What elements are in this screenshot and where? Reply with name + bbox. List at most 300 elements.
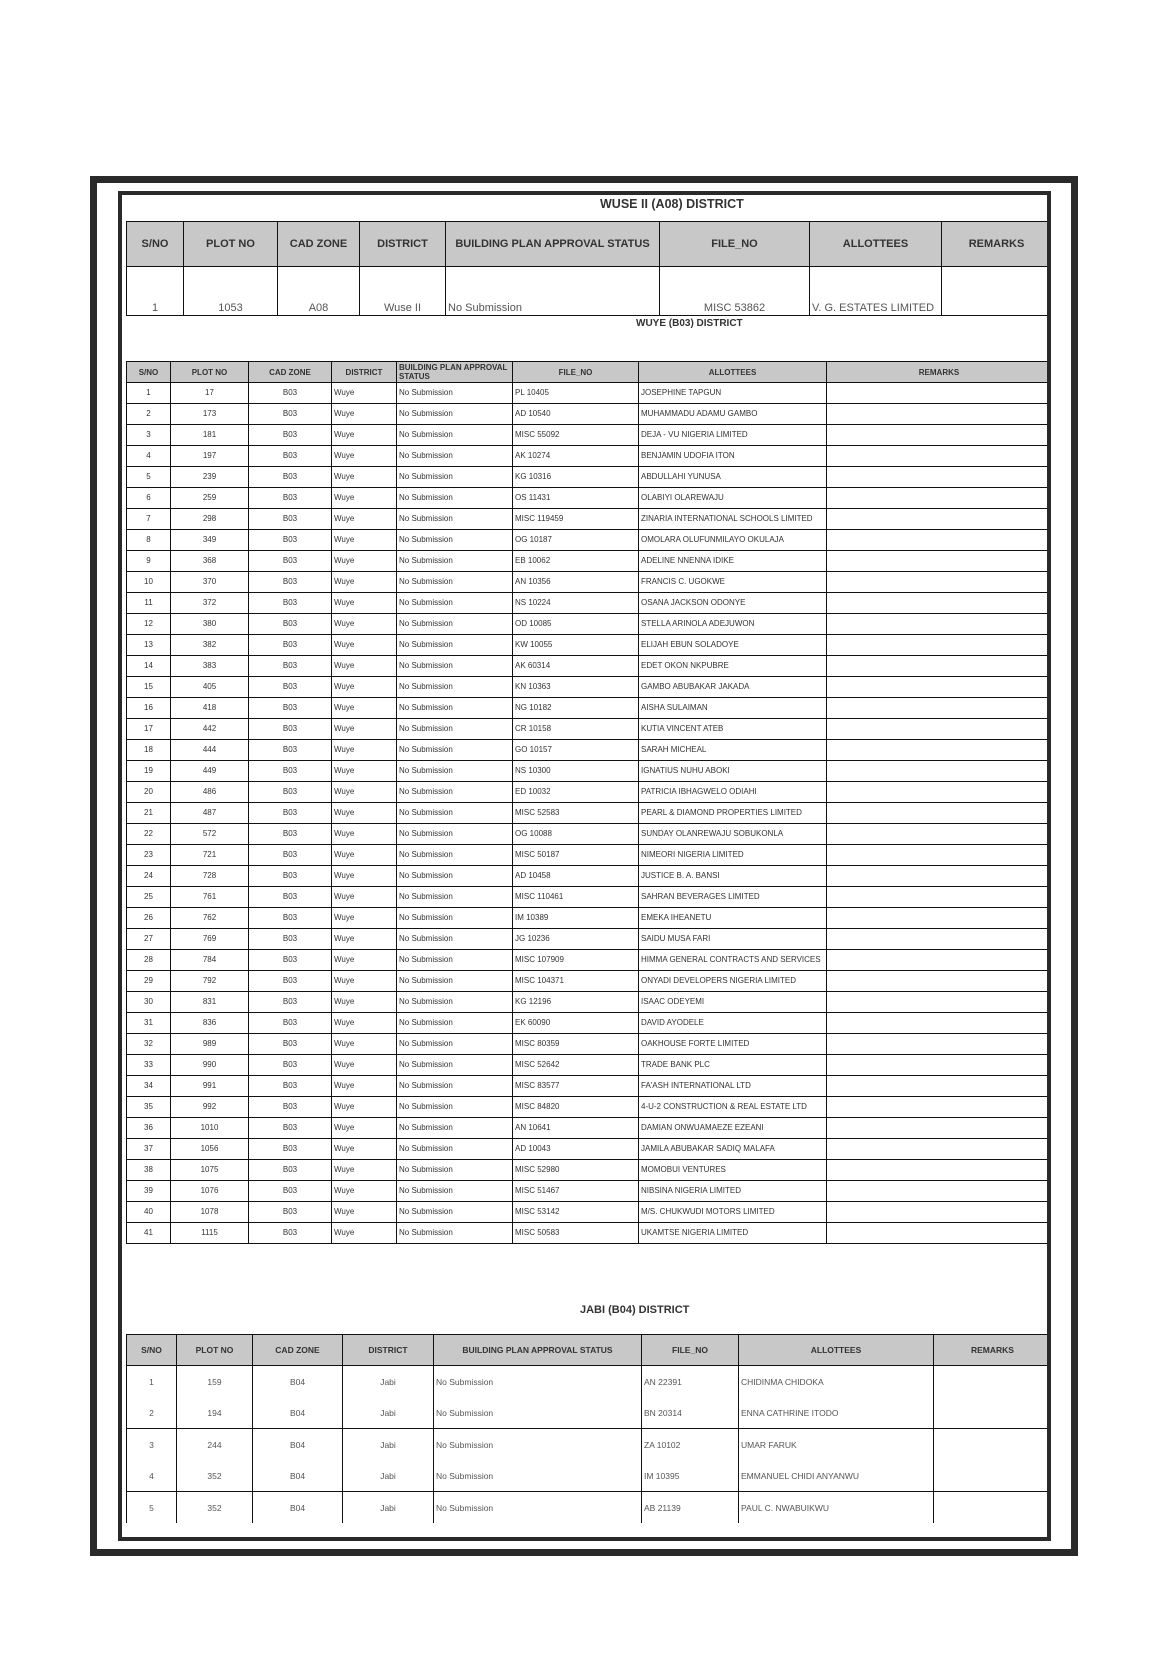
remarks-cell (827, 425, 1052, 446)
file-no-cell: MISC 52642 (513, 1055, 639, 1076)
status-cell: No Submission (397, 761, 513, 782)
table-row (127, 635, 1052, 656)
remarks-cell (827, 446, 1052, 467)
header-col-allottees: ALLOTTEES (639, 362, 827, 383)
remarks-cell (827, 740, 1052, 761)
file-no-cell: MISC 51467 (513, 1181, 639, 1202)
table-row (127, 614, 1052, 635)
plot-no-cell: 761 (171, 887, 249, 908)
table-row (127, 698, 1052, 719)
cad-zone-cell: B03 (249, 992, 332, 1013)
status-cell: No Submission (397, 929, 513, 950)
table-row (127, 1397, 1052, 1429)
sno-cell: 1 (127, 383, 171, 404)
status-cell: No Submission (397, 824, 513, 845)
table-row (127, 593, 1052, 614)
remarks-cell (827, 677, 1052, 698)
sno-cell: 28 (127, 950, 171, 971)
remarks-cell (827, 1202, 1052, 1223)
sno-cell: 9 (127, 551, 171, 572)
plot-no-cell: 352 (177, 1492, 253, 1524)
allottee-cell: V. G. ESTATES LIMITED (810, 267, 942, 316)
sno-cell: 32 (127, 1034, 171, 1055)
header-col-plot-no: PLOT NO (184, 222, 278, 267)
sno-cell: 1 (127, 267, 184, 316)
file-no-cell: MISC 84820 (513, 1097, 639, 1118)
sno-cell: 25 (127, 887, 171, 908)
status-cell: No Submission (397, 635, 513, 656)
sno-cell: 6 (127, 488, 171, 509)
plot-no-cell: 368 (171, 551, 249, 572)
table-row (127, 656, 1052, 677)
file-no-cell: NS 10224 (513, 593, 639, 614)
file-no-cell: ZA 10102 (642, 1429, 739, 1461)
remarks-cell (827, 1055, 1052, 1076)
plot-no-cell: 991 (171, 1076, 249, 1097)
plot-no-cell: 173 (171, 404, 249, 425)
remarks-cell (827, 1034, 1052, 1055)
allottee-cell: JOSEPHINE TAPGUN (639, 383, 827, 404)
cad-zone-cell: B03 (249, 1013, 332, 1034)
district-cell: Wuye (332, 971, 397, 992)
table-row (127, 1223, 1052, 1244)
file-no-cell: EK 60090 (513, 1013, 639, 1034)
status-cell: No Submission (397, 866, 513, 887)
district-cell: Wuye (332, 656, 397, 677)
status-cell: No Submission (434, 1460, 642, 1492)
file-no-cell: EB 10062 (513, 551, 639, 572)
table-row (127, 1160, 1052, 1181)
allottee-cell: OSANA JACKSON ODONYE (639, 593, 827, 614)
remarks-cell (827, 383, 1052, 404)
header-col-plot-no: PLOT NO (171, 362, 249, 383)
table-row (127, 887, 1052, 908)
status-cell: No Submission (397, 887, 513, 908)
status-cell: No Submission (397, 425, 513, 446)
district-cell: Wuye (332, 677, 397, 698)
remarks-cell (827, 404, 1052, 425)
cad-zone-cell: B03 (249, 593, 332, 614)
file-no-cell: MISC 50583 (513, 1223, 639, 1244)
file-no-cell: AN 10356 (513, 572, 639, 593)
status-cell: No Submission (397, 1202, 513, 1223)
district-cell: Wuye (332, 614, 397, 635)
cad-zone-cell: B03 (249, 1160, 332, 1181)
header-col-allottees: ALLOTTEES (739, 1335, 934, 1366)
table-row (127, 383, 1052, 404)
district-cell: Wuye (332, 425, 397, 446)
file-no-cell: AD 10458 (513, 866, 639, 887)
table-row (127, 971, 1052, 992)
plot-no-cell: 1115 (171, 1223, 249, 1244)
cad-zone-cell: B03 (249, 1181, 332, 1202)
sno-cell: 31 (127, 1013, 171, 1034)
remarks-cell (827, 1139, 1052, 1160)
allottee-cell: FA'ASH INTERNATIONAL LTD (639, 1076, 827, 1097)
file-no-cell: MISC 55092 (513, 425, 639, 446)
remarks-cell (934, 1492, 1052, 1524)
plot-no-cell: 298 (171, 509, 249, 530)
remarks-cell (827, 761, 1052, 782)
sno-cell: 5 (127, 467, 171, 488)
table-row (127, 267, 1052, 316)
remarks-cell (827, 1223, 1052, 1244)
file-no-cell: MISC 119459 (513, 509, 639, 530)
status-cell: No Submission (397, 530, 513, 551)
table-row (127, 488, 1052, 509)
remarks-cell (934, 1460, 1052, 1492)
plot-no-cell: 418 (171, 698, 249, 719)
sno-cell: 2 (127, 1397, 177, 1429)
allottee-cell: TRADE BANK PLC (639, 1055, 827, 1076)
allottee-cell: GAMBO ABUBAKAR JAKADA (639, 677, 827, 698)
status-cell: No Submission (434, 1366, 642, 1398)
plot-no-cell: 728 (171, 866, 249, 887)
plot-no-cell: 1053 (184, 267, 278, 316)
allottee-cell: JAMILA ABUBAKAR SADIQ MALAFA (639, 1139, 827, 1160)
wuse-table (126, 221, 1051, 316)
sno-cell: 18 (127, 740, 171, 761)
allottee-cell: OMOLARA OLUFUNMILAYO OKULAJA (639, 530, 827, 551)
cad-zone-cell: B04 (253, 1366, 343, 1398)
status-cell: No Submission (397, 446, 513, 467)
status-cell: No Submission (397, 803, 513, 824)
district-cell: Wuye (332, 593, 397, 614)
cad-zone-cell: B03 (249, 635, 332, 656)
header-col-remarks: REMARKS (942, 222, 1052, 267)
cad-zone-cell: B03 (249, 782, 332, 803)
plot-no-cell: 1010 (171, 1118, 249, 1139)
sno-cell: 19 (127, 761, 171, 782)
district-cell: Wuye (332, 383, 397, 404)
status-cell: No Submission (397, 1118, 513, 1139)
table-row (127, 1013, 1052, 1034)
allottee-cell: BENJAMIN UDOFIA ITON (639, 446, 827, 467)
plot-no-cell: 992 (171, 1097, 249, 1118)
header-col-remarks: REMARKS (827, 362, 1052, 383)
sno-cell: 24 (127, 866, 171, 887)
table-row (127, 1139, 1052, 1160)
remarks-cell (827, 698, 1052, 719)
cad-zone-cell: B03 (249, 488, 332, 509)
file-no-cell: MISC 50187 (513, 845, 639, 866)
district-cell: Wuye (332, 929, 397, 950)
district-cell: Wuye (332, 635, 397, 656)
status-cell: No Submission (434, 1492, 642, 1524)
district-cell: Wuye (332, 467, 397, 488)
remarks-cell (934, 1366, 1052, 1398)
table-row (127, 929, 1052, 950)
table-row (127, 908, 1052, 929)
district-cell: Wuye (332, 950, 397, 971)
allottee-cell: CHIDINMA CHIDOKA (739, 1366, 934, 1398)
district-cell: Wuye (332, 824, 397, 845)
header-col-district: DISTRICT (332, 362, 397, 383)
district-cell: Wuye (332, 992, 397, 1013)
table-row (127, 803, 1052, 824)
sno-cell: 4 (127, 1460, 177, 1492)
allottee-cell: AISHA SULAIMAN (639, 698, 827, 719)
file-no-cell: OG 10088 (513, 824, 639, 845)
section-title-wuye: WUYE (B03) DISTRICT (636, 318, 743, 329)
plot-no-cell: 380 (171, 614, 249, 635)
cad-zone-cell: B03 (249, 467, 332, 488)
file-no-cell: KG 10316 (513, 467, 639, 488)
sno-cell: 5 (127, 1492, 177, 1524)
status-cell: No Submission (397, 467, 513, 488)
district-cell: Jabi (343, 1366, 434, 1398)
allottee-cell: DAMIAN ONWUAMAEZE EZEANI (639, 1118, 827, 1139)
remarks-cell (827, 887, 1052, 908)
remarks-cell (827, 614, 1052, 635)
remarks-cell (827, 1013, 1052, 1034)
cad-zone-cell: B03 (249, 887, 332, 908)
allottee-cell: KUTIA VINCENT ATEB (639, 719, 827, 740)
allottee-cell: UMAR FARUK (739, 1429, 934, 1461)
status-cell: No Submission (397, 845, 513, 866)
plot-no-cell: 383 (171, 656, 249, 677)
remarks-cell (827, 803, 1052, 824)
district-cell: Wuye (332, 488, 397, 509)
district-cell: Wuye (332, 1034, 397, 1055)
table-row (127, 551, 1052, 572)
status-cell: No Submission (446, 267, 660, 316)
wuye-table (126, 361, 1051, 1244)
file-no-cell: AK 60314 (513, 656, 639, 677)
table-row (127, 719, 1052, 740)
table-row (127, 1055, 1052, 1076)
table-row (127, 761, 1052, 782)
cad-zone-cell: B03 (249, 530, 332, 551)
table-row (127, 572, 1052, 593)
plot-no-cell: 572 (171, 824, 249, 845)
plot-no-cell: 442 (171, 719, 249, 740)
district-cell: Wuye (332, 908, 397, 929)
cad-zone-cell: B03 (249, 1223, 332, 1244)
cad-zone-cell: B03 (249, 1118, 332, 1139)
allottee-cell: ISAAC ODEYEMI (639, 992, 827, 1013)
allottee-cell: NIBSINA NIGERIA LIMITED (639, 1181, 827, 1202)
allottee-cell: OAKHOUSE FORTE LIMITED (639, 1034, 827, 1055)
allottee-cell: 4-U-2 CONSTRUCTION & REAL ESTATE LTD (639, 1097, 827, 1118)
cad-zone-cell: B03 (249, 656, 332, 677)
cad-zone-cell: B03 (249, 614, 332, 635)
status-cell: No Submission (397, 551, 513, 572)
status-cell: No Submission (397, 782, 513, 803)
cad-zone-cell: B03 (249, 1076, 332, 1097)
status-cell: No Submission (397, 593, 513, 614)
sno-cell: 11 (127, 593, 171, 614)
file-no-cell: AB 21139 (642, 1492, 739, 1524)
district-cell: Wuye (332, 1118, 397, 1139)
remarks-cell (942, 267, 1052, 316)
status-cell: No Submission (397, 383, 513, 404)
remarks-cell (827, 488, 1052, 509)
file-no-cell: MISC 83577 (513, 1076, 639, 1097)
allottee-cell: JUSTICE B. A. BANSI (639, 866, 827, 887)
district-cell: Wuse II (360, 267, 446, 316)
remarks-cell (827, 572, 1052, 593)
plot-no-cell: 444 (171, 740, 249, 761)
file-no-cell: KN 10363 (513, 677, 639, 698)
header-col-sno: S/NO (127, 222, 184, 267)
file-no-cell: CR 10158 (513, 719, 639, 740)
table-row (127, 1429, 1052, 1461)
district-cell: Wuye (332, 803, 397, 824)
file-no-cell: JG 10236 (513, 929, 639, 950)
remarks-cell (827, 467, 1052, 488)
header-col-file-no: FILE_NO (513, 362, 639, 383)
sno-cell: 20 (127, 782, 171, 803)
cad-zone-cell: B03 (249, 761, 332, 782)
remarks-cell (827, 593, 1052, 614)
district-cell: Wuye (332, 1160, 397, 1181)
district-cell: Wuye (332, 887, 397, 908)
header-col-cad-zone: CAD ZONE (253, 1335, 343, 1366)
remarks-cell (827, 1076, 1052, 1097)
allottee-cell: ELIJAH EBUN SOLADOYE (639, 635, 827, 656)
file-no-cell: AN 22391 (642, 1366, 739, 1398)
header-col-district: DISTRICT (343, 1335, 434, 1366)
district-cell: Wuye (332, 509, 397, 530)
plot-no-cell: 1075 (171, 1160, 249, 1181)
district-cell: Wuye (332, 1076, 397, 1097)
district-cell: Wuye (332, 719, 397, 740)
plot-no-cell: 194 (177, 1397, 253, 1429)
file-no-cell: OS 11431 (513, 488, 639, 509)
file-no-cell: BN 20314 (642, 1397, 739, 1429)
status-cell: No Submission (397, 1139, 513, 1160)
section-title-jabi: JABI (B04) DISTRICT (580, 1304, 690, 1316)
allottee-cell: MOMOBUI VENTURES (639, 1160, 827, 1181)
sno-cell: 8 (127, 530, 171, 551)
table-row (127, 950, 1052, 971)
district-cell: Wuye (332, 530, 397, 551)
file-no-cell: AK 10274 (513, 446, 639, 467)
header-col-file-no: FILE_NO (642, 1335, 739, 1366)
remarks-cell (827, 845, 1052, 866)
plot-no-cell: 769 (171, 929, 249, 950)
sno-cell: 30 (127, 992, 171, 1013)
plot-no-cell: 1056 (171, 1139, 249, 1160)
file-no-cell: NG 10182 (513, 698, 639, 719)
header-col-cad-zone: CAD ZONE (278, 222, 360, 267)
sno-cell: 27 (127, 929, 171, 950)
allottee-cell: SUNDAY OLANREWAJU SOBUKONLA (639, 824, 827, 845)
allottee-cell: SARAH MICHEAL (639, 740, 827, 761)
remarks-cell (827, 908, 1052, 929)
file-no-cell: PL 10405 (513, 383, 639, 404)
remarks-cell (827, 656, 1052, 677)
sno-cell: 15 (127, 677, 171, 698)
sno-cell: 38 (127, 1160, 171, 1181)
status-cell: No Submission (397, 908, 513, 929)
remarks-cell (827, 1160, 1052, 1181)
cad-zone-cell: B03 (249, 425, 332, 446)
status-cell: No Submission (397, 404, 513, 425)
allottee-cell: EDET OKON NKPUBRE (639, 656, 827, 677)
file-no-cell: NS 10300 (513, 761, 639, 782)
status-cell: No Submission (397, 1034, 513, 1055)
sno-cell: 14 (127, 656, 171, 677)
cad-zone-cell: B03 (249, 551, 332, 572)
status-cell: No Submission (397, 719, 513, 740)
remarks-cell (827, 1118, 1052, 1139)
table-header-row (127, 222, 1052, 267)
status-cell: No Submission (434, 1397, 642, 1429)
status-cell: No Submission (397, 509, 513, 530)
table-row (127, 509, 1052, 530)
table-row (127, 866, 1052, 887)
allottee-cell: MUHAMMADU ADAMU GAMBO (639, 404, 827, 425)
remarks-cell (827, 551, 1052, 572)
cad-zone-cell: B03 (249, 698, 332, 719)
district-cell: Jabi (343, 1397, 434, 1429)
cad-zone-cell: B04 (253, 1397, 343, 1429)
district-cell: Wuye (332, 1055, 397, 1076)
allottee-cell: ZINARIA INTERNATIONAL SCHOOLS LIMITED (639, 509, 827, 530)
status-cell: No Submission (397, 1160, 513, 1181)
allottee-cell: UKAMTSE NIGERIA LIMITED (639, 1223, 827, 1244)
plot-no-cell: 370 (171, 572, 249, 593)
plot-no-cell: 792 (171, 971, 249, 992)
sno-cell: 12 (127, 614, 171, 635)
header-col-district: DISTRICT (360, 222, 446, 267)
table-row (127, 425, 1052, 446)
header-col-allottees: ALLOTTEES (810, 222, 942, 267)
sno-cell: 3 (127, 1429, 177, 1461)
sno-cell: 3 (127, 425, 171, 446)
plot-no-cell: 372 (171, 593, 249, 614)
cad-zone-cell: B03 (249, 1202, 332, 1223)
header-col-approval-status: BUILDING PLAN APPROVAL STATUS (397, 362, 513, 383)
district-cell: Wuye (332, 782, 397, 803)
cad-zone-cell: B03 (249, 677, 332, 698)
plot-no-cell: 244 (177, 1429, 253, 1461)
sno-cell: 36 (127, 1118, 171, 1139)
sno-cell: 2 (127, 404, 171, 425)
remarks-cell (827, 1181, 1052, 1202)
table-header-row (127, 362, 1052, 383)
table-row (127, 677, 1052, 698)
sno-cell: 29 (127, 971, 171, 992)
sno-cell: 17 (127, 719, 171, 740)
allottee-cell: EMMANUEL CHIDI ANYANWU (739, 1460, 934, 1492)
plot-no-cell: 159 (177, 1366, 253, 1398)
file-no-cell: MISC 107909 (513, 950, 639, 971)
sno-cell: 21 (127, 803, 171, 824)
cad-zone-cell: B03 (249, 929, 332, 950)
status-cell: No Submission (397, 1097, 513, 1118)
district-cell: Jabi (343, 1429, 434, 1461)
plot-no-cell: 449 (171, 761, 249, 782)
status-cell: No Submission (397, 950, 513, 971)
table-row (127, 992, 1052, 1013)
cad-zone-cell: B03 (249, 446, 332, 467)
remarks-cell (827, 1097, 1052, 1118)
cad-zone-cell: B03 (249, 740, 332, 761)
district-cell: Wuye (332, 866, 397, 887)
remarks-cell (827, 866, 1052, 887)
allottee-cell: EMEKA IHEANETU (639, 908, 827, 929)
file-no-cell: KW 10055 (513, 635, 639, 656)
district-cell: Wuye (332, 1097, 397, 1118)
file-no-cell: AD 10043 (513, 1139, 639, 1160)
status-cell: No Submission (434, 1429, 642, 1461)
sno-cell: 13 (127, 635, 171, 656)
cad-zone-cell: B04 (253, 1460, 343, 1492)
allottee-cell: OLABIYI OLAREWAJU (639, 488, 827, 509)
